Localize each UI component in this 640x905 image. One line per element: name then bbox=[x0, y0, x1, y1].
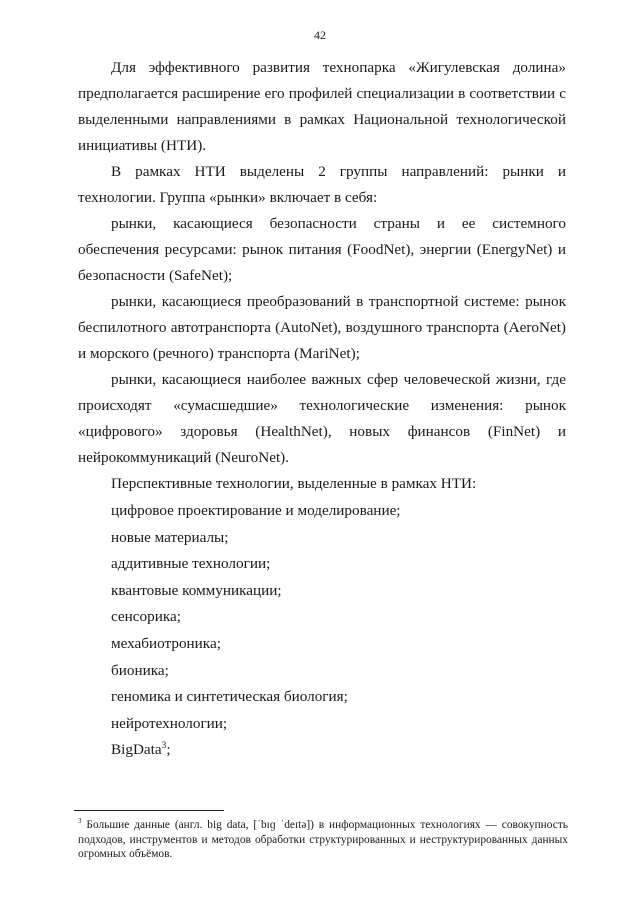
paragraph-market-security: рынки, касающиеся безопасности страны и ее системного обеспечения ресурсами: рынок питания (FoodNet), энергии (EnergyNet) и безопасности (SafeNet); bbox=[78, 215, 566, 284]
technologies-list bbox=[78, 498, 566, 764]
list-item: новые материалы; bbox=[111, 528, 229, 546]
list-item-bigdata bbox=[111, 737, 566, 764]
list-item: геномика и синтетическая биология; bbox=[111, 688, 348, 706]
list-item: мехабиотроника; bbox=[111, 634, 221, 652]
paragraph-market-human: рынки, касающиеся наиболее важных сфер человеческой жизни, где происходят «сумасшедшие» технологические изменения: рынок «цифрового» здоровья (HealthNet), новых финансов (FinNet) и нейрокоммуникаций (NeuroNet). bbox=[78, 371, 566, 466]
list-item: квантовые коммуникации; bbox=[111, 581, 282, 599]
paragraph-intro: Для эффективного развития технопарка «Жигулевская долина» предполагается расширение его профилей специализации в соответствии с выделенными направлениями в рамках Национальной технологической инициативы (НТИ). bbox=[78, 59, 566, 154]
list-item: цифровое проектирование и моделирование; bbox=[111, 502, 401, 519]
list-item: нейротехнологии; bbox=[111, 714, 228, 732]
list-item: сенсорика; bbox=[111, 608, 181, 626]
footnote-marker: 3 bbox=[78, 817, 82, 826]
paragraph-market-transport: рынки, касающиеся преобразований в транспортной системе: рынок беспилотного автотранспорта (AutoNet), воздушного транспорта (AeroNet) и морского (речного) транспорта (MariNet); bbox=[78, 293, 566, 362]
list-item: аддитивные технологии; bbox=[111, 555, 271, 573]
footnote bbox=[78, 818, 568, 862]
paragraph-groups: В рамках НТИ выделены 2 группы направлений: рынки и технологии. Группа «рынки» включает в себя: bbox=[78, 163, 566, 206]
footnote-divider bbox=[74, 810, 224, 811]
page-number: 42 bbox=[314, 28, 326, 42]
body-text bbox=[78, 55, 566, 764]
list-item: бионика; bbox=[111, 661, 169, 679]
footnote-reference[interactable]: 3 bbox=[161, 741, 167, 752]
footnote-text: Большие данные (англ. big data, [ˈbɪɡ ˈdeɪtə]) в информационных технологиях — совокупность подходов, инструментов и методов обработки структурированных и неструктурированных данных огромных объёмов. bbox=[78, 819, 568, 860]
bigdata-punctuation: ; bbox=[166, 741, 171, 759]
paragraph-technologies-heading: Перспективные технологии, выделенные в рамках НТИ: bbox=[111, 475, 477, 492]
bigdata-text: BigData bbox=[111, 741, 162, 759]
